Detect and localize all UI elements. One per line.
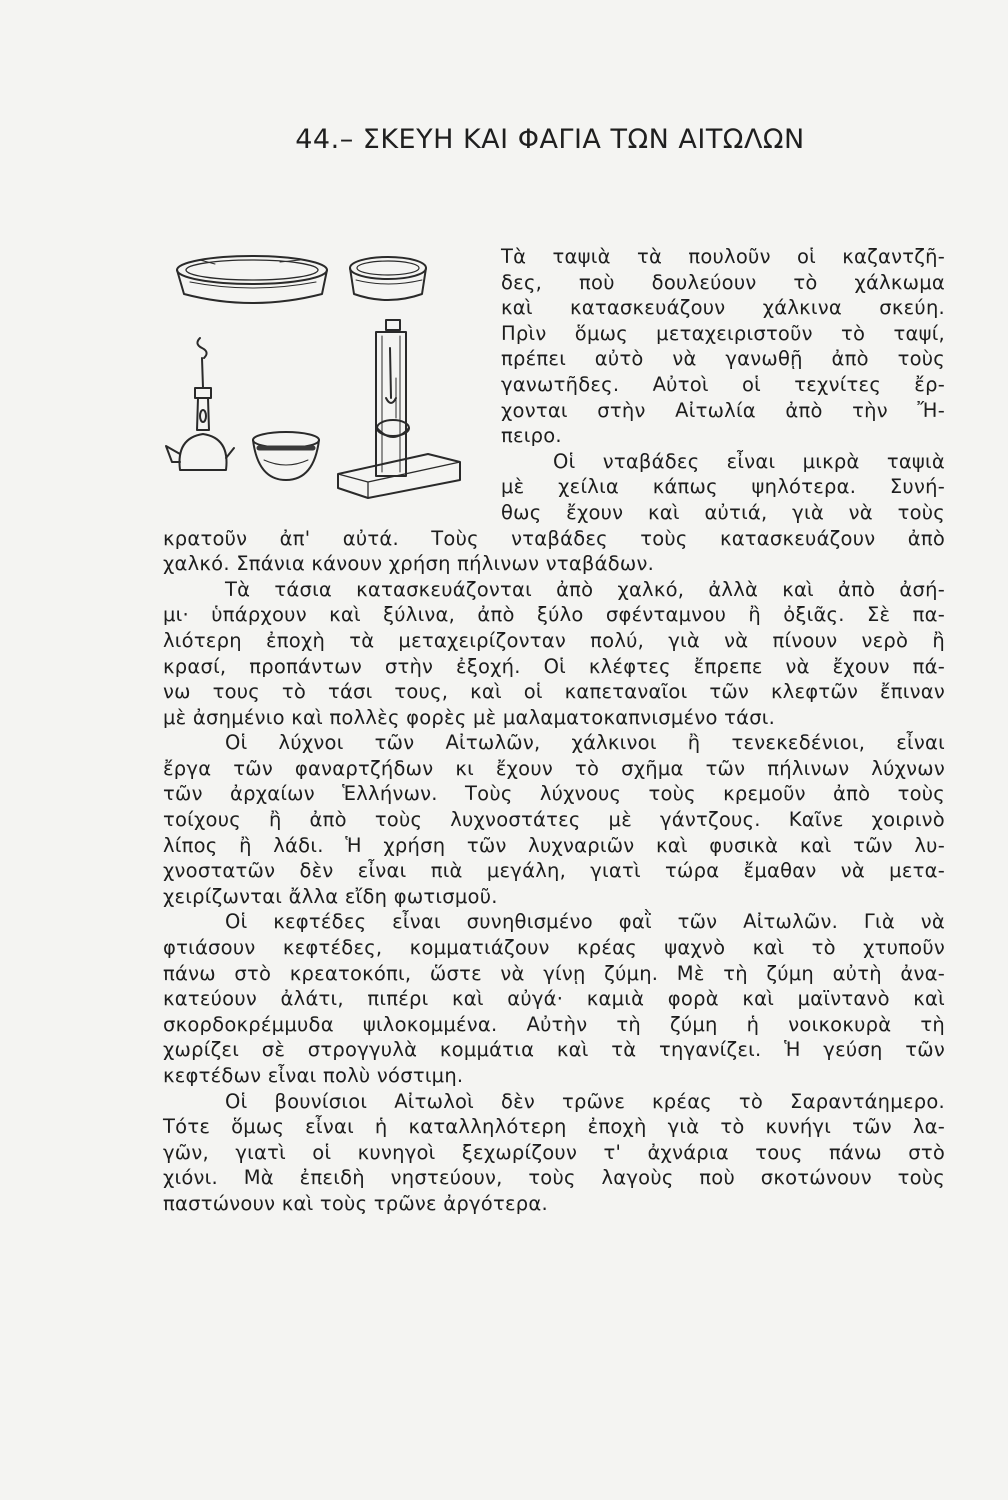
text-line: Οἱ λύχνοι τῶν Αἰτωλῶν, χάλκινοι ἢ τενεκεδένιοι, εἶναι [225,731,945,755]
text-line: Τότε ὅμως εἶναι ἡ καταλληλότερη ἐποχὴ γιὰ τὸ κυνήγι τῶν λα- [163,1115,945,1139]
text-line: δες, ποὺ δουλεύουν τὸ χάλκωμα [501,270,945,294]
text-line: μὲ ἀσημένιο καὶ πολλὲς φορὲς μὲ μαλαματοκαπνισμένο τάσι. [163,705,776,729]
text-line: χονται στὴν Αἰτωλία ἀπὸ τὴν Ἤ- [501,398,945,422]
body-text [163,244,945,1217]
text-line: χωρίζει σὲ στρογγυλὰ κομμάτια καὶ τὰ τηγανίζει. Ἡ γεύση τῶν [163,1038,945,1062]
text-line: χαλκό. Σπάνια κάνουν χρήση πήλινων νταβάδων. [163,552,655,576]
text-line: χνοστατῶν δὲν εἶναι πιὰ μεγάλη, γιατὶ τώρα ἔμαθαν νὰ μετα- [163,859,945,883]
text-line: πάνω στὸ κρεατοκόπι, ὥστε νὰ γίνῃ ζύμη. Μὲ τὴ ζύμη αὐτὴ ἀνα- [163,961,945,985]
text-line: κρασί, προπάντων στὴν ἐξοχή. Οἱ κλέφτες ἔπρεπε νὰ ἔχουν πά- [163,654,945,678]
text-line: Οἱ κεφτέδες εἶναι συνηθισμένο φαῒ τῶν Αἰτωλῶν. Γιὰ νὰ [225,910,945,934]
text-line: τῶν ἀρχαίων Ἑλλήνων. Τοὺς λύχνους τοὺς κρεμοῦν ἀπὸ τοὺς [163,782,945,806]
text-line: Τὰ ταψιὰ τὰ πουλοῦν οἱ καζαντζῆ- [501,245,945,268]
text-line: κρατοῦν ἀπ' αὐτά. Τοὺς νταβάδες τοὺς κατασκευάζουν ἀπὸ [163,526,945,550]
text-line: γῶν, γιατὶ οἱ κυνηγοὶ ξεχωρίζουν τ' ἀχνάρια τους πάνω στὸ [163,1140,945,1164]
text-line: λίπος ἢ λάδι. Ἡ χρήση τῶν λυχναριῶν καὶ φυσικὰ καὶ τῶν λυ- [163,833,945,857]
text-line: θως ἔχουν καὶ αὐτιά, γιὰ νὰ τοὺς [501,500,945,524]
text-line: Οἱ βουνίσιοι Αἰτωλοὶ δὲν τρῶνε κρέας τὸ Σαραντάημερο. [225,1089,945,1113]
text-line: φτιάσουν κεφτέδες, κομματιάζουν κρέας ψαχνὸ καὶ τὸ χτυποῦν [163,936,945,960]
text-line: σκορδοκρέμμυδα ψιλοκομμένα. Αὐτὴν τὴ ζύμη ἡ νοικοκυρὰ τὴ [163,1012,945,1036]
text-line: γανωτῆδες. Αὐτοὶ οἱ τεχνίτες ἔρ- [501,372,945,396]
text-line: χειρίζωνται ἄλλα εἴδη φωτισμοῦ. [163,884,498,908]
text-line: κεφτέδων εἶναι πολὺ νόστιμη. [163,1064,464,1087]
text-line: λιότερη ἐποχὴ τὰ μεταχειρίζονταν πολύ, γιὰ νὰ πίνουν νερὸ ἢ [163,628,945,652]
text-line: πρέπει αὐτὸ νὰ γανωθῇ ἀπὸ τοὺς [501,347,945,371]
text-line: Πρὶν ὅμως μεταχειριστοῦν τὸ ταψί, [501,321,945,345]
text-line: νω τους τὸ τάσι τους, καὶ οἱ καπεταναῖοι τῶν κλεφτῶν ἔπιναν [163,680,945,704]
text-line: τοίχους ἢ ἀπὸ τοὺς λυχνοστάτες μὲ γάντζους. Καῖνε χοιρινὸ [163,808,945,832]
text-line: καὶ κατασκευάζουν χάλκινα σκεύη. [501,296,945,320]
text-line: μὲ χείλια κάπως ψηλότερα. Συνή- [501,475,945,499]
text-line: κατεύουν ἀλάτι, πιπέρι καὶ αὐγά· καμιὰ φορὰ καὶ μαϊντανὸ καὶ [163,987,945,1011]
text-line: παστώνουν καὶ τοὺς τρῶνε ἀργότερα. [163,1191,548,1215]
text-line: Οἱ νταβάδες εἶναι μικρὰ ταψιὰ [553,449,945,473]
page-title: 44.– ΣΚΕΥΗ ΚΑΙ ΦΑΓΙΑ ΤΩΝ ΑΙΤΩΛΩΝ [295,124,805,155]
text-line: πειρο. [501,424,562,448]
text-line: Τὰ τάσια κατασκευάζονται ἀπὸ χαλκό, ἀλλὰ καὶ ἀπὸ ἀσή- [225,577,945,601]
text-line: χιόνι. Μὰ ἐπειδὴ νηστεύουν, τοὺς λαγοὺς ποὺ σκοτώνουν τοὺς [163,1166,945,1190]
text-line: μι· ὑπάρχουν καὶ ξύλινα, ἀπὸ ξύλο σφένταμνου ἢ ὀξιᾶς. Σὲ πα- [163,603,945,627]
text-line: ἔργα τῶν φαναρτζήδων κι ἔχουν τὸ σχῆμα τῶν πήλινων λύχνων [163,756,945,780]
